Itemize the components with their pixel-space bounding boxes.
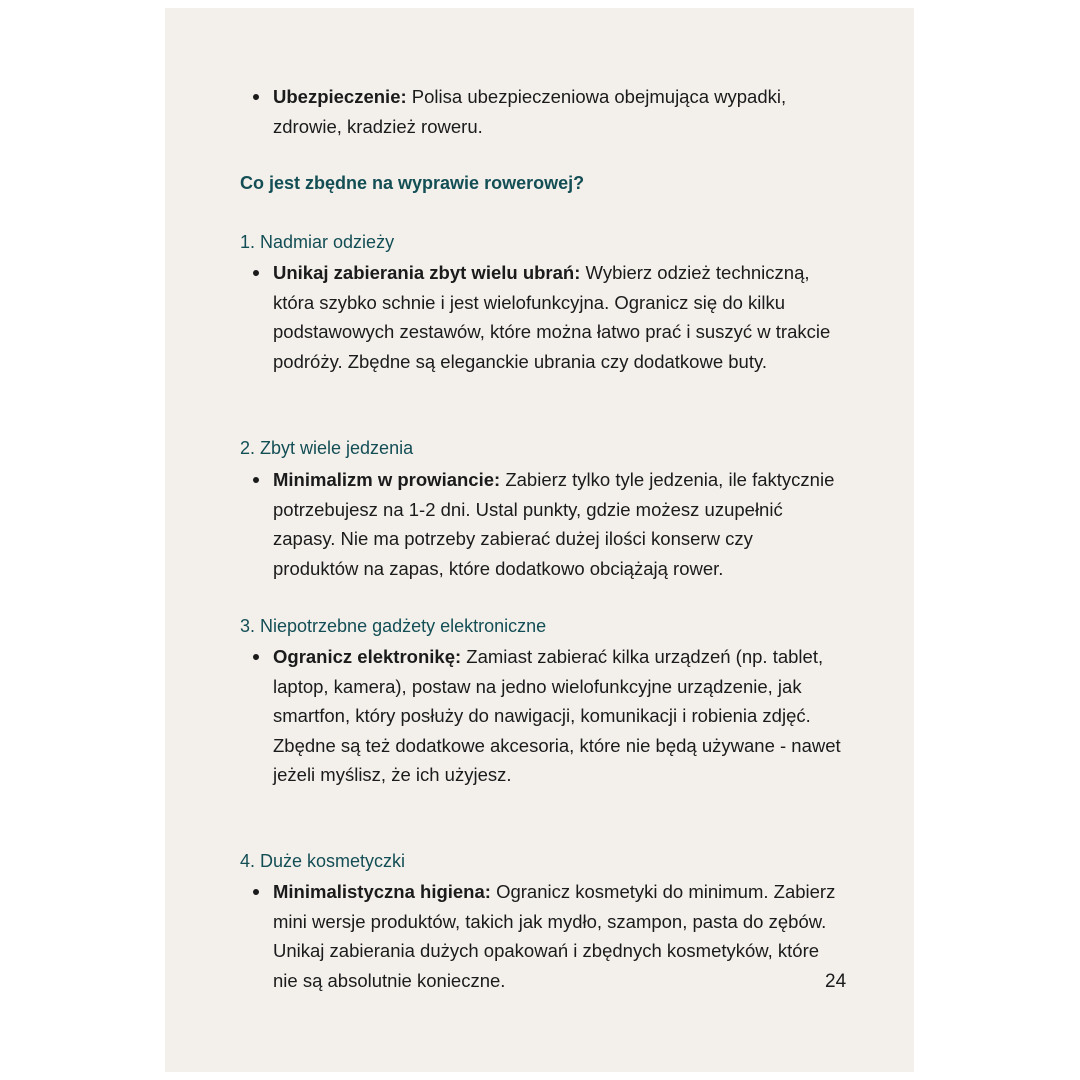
list-item: [273, 642, 843, 790]
list-item: [273, 82, 843, 141]
item-title-1: 1. Nadmiar odzieży: [240, 232, 395, 252]
section-heading: Co jest zbędne na wyprawie rowerowej?: [240, 173, 585, 193]
bullet-dot: [253, 654, 259, 660]
bullet-dot: [253, 477, 259, 483]
item-text: Zamiast zabierać kilka urządzeń (np. tablet, laptop, kamera), postaw na jedno wielofunkcyjne urządzenie, jak smartfon, który posłuży do nawigacji, komunikacji i robienia zdjęć. Zbędne są też dodatkowe akcesoria, które nie będą używane - nawet jeżeli myślisz, że ich użyjesz.: [273, 646, 841, 785]
item-bold-label: Ubezpieczenie:: [273, 86, 407, 107]
item-title-4: 4. Duże kosmetyczki: [240, 851, 406, 871]
bullet-dot: [253, 270, 259, 276]
page-number: 24: [825, 971, 847, 992]
document-page: [165, 8, 914, 1072]
item-bold-label: Ogranicz elektronikę:: [273, 646, 462, 667]
item-bold-label: Unikaj zabierania zbyt wielu ubrań:: [273, 262, 581, 283]
bullet-dot: [253, 889, 259, 895]
item-title-2: 2. Zbyt wiele jedzenia: [240, 438, 414, 458]
item-title-3: 3. Niepotrzebne gadżety elektroniczne: [240, 616, 547, 636]
item-text: Ogranicz kosmetyki do minimum. Zabierz mini wersje produktów, takich jak mydło, szampon, pasta do zębów. Unikaj zabierania dużych opakowań i zbędnych kosmetyków, które nie są absolutnie konieczne.: [273, 881, 836, 991]
bullet-dot: [253, 94, 259, 100]
list-item: [273, 258, 843, 376]
item-bold-label: Minimalizm w prowiancie:: [273, 469, 501, 490]
list-item: [273, 465, 843, 583]
item-text: Wybierz odzież techniczną, która szybko schnie i jest wielofunkcyjna. Ogranicz się do kilku podstawowych zestawów, które można łatwo prać i suszyć w trakcie podróży. Zbędne są eleganckie ubrania czy dodatkowe buty.: [273, 262, 831, 372]
item-text: Polisa ubezpieczeniowa obejmująca wypadki, zdrowie, kradzież roweru.: [273, 86, 787, 137]
item-text: Zabierz tylko tyle jedzenia, ile faktycznie potrzebujesz na 1-2 dni. Ustal punkty, gdzie możesz uzupełnić zapasy. Nie ma potrzeby zabierać dużej ilości konserw czy produktów na zapas, które dodatkowo obciążają rower.: [273, 469, 835, 579]
item-bold-label: Minimalistyczna higiena:: [273, 881, 491, 902]
list-item: [273, 877, 843, 995]
